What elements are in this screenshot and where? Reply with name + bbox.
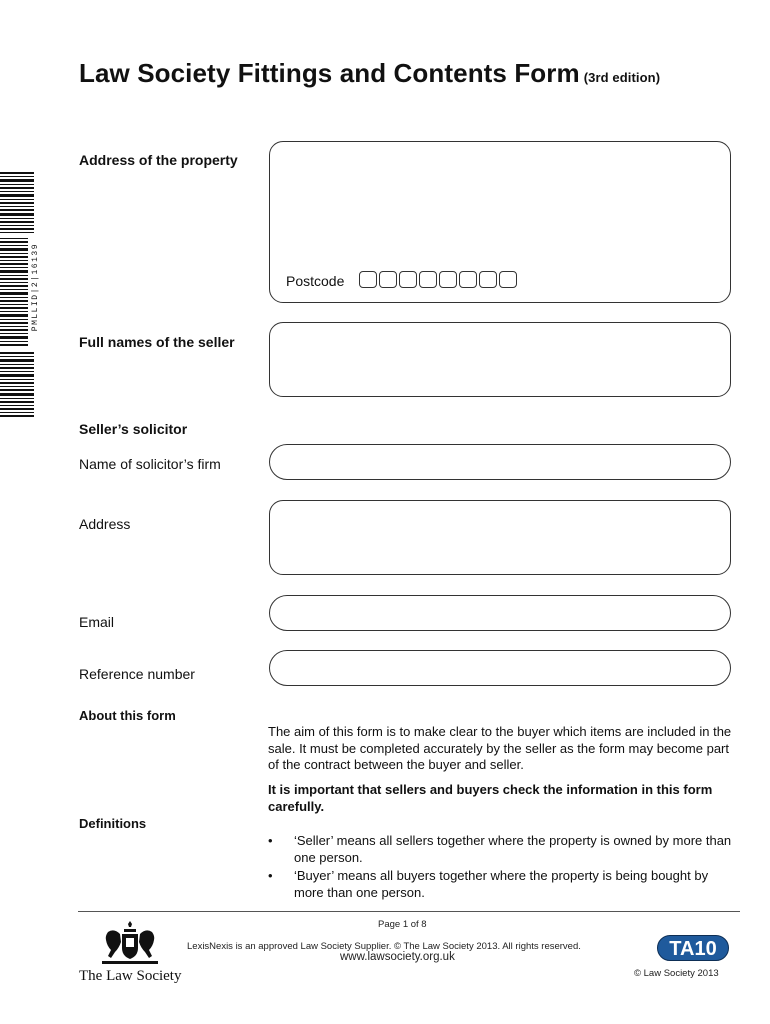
definition-item-seller: • ‘Seller’ means all sellers together where the property is owned by more than one person. (268, 833, 734, 866)
page-title (79, 58, 660, 89)
definitions-heading: Definitions (79, 816, 147, 831)
footer-divider (78, 911, 740, 912)
postcode-cell[interactable] (439, 271, 457, 288)
seller-names-label: Full names of the seller (79, 334, 235, 350)
postcode-cell[interactable] (379, 271, 397, 288)
law-society-logo-text: The Law Society (79, 968, 182, 984)
form-code-badge: TA10 (657, 935, 729, 961)
page-number: Page 1 of 8 (378, 919, 427, 930)
definitions-list (268, 833, 734, 903)
definition-item-buyer: • ‘Buyer’ means all buyers together where the property is being bought by more than one person. (268, 868, 734, 901)
barcode-code: PMLLID|2|16139 (31, 243, 40, 332)
edition-label: (3rd edition) (583, 70, 661, 85)
law-society-crest-icon (100, 920, 160, 966)
postcode-cell[interactable] (419, 271, 437, 288)
supplier-note: LexisNexis is an approved Law Society Supplier. © The Law Society 2013. All rights reserved. (187, 941, 581, 952)
solicitor-section-label: Seller’s solicitor (79, 421, 188, 437)
reference-number-field[interactable] (269, 650, 731, 686)
postcode-cell[interactable] (479, 271, 497, 288)
postcode-cell[interactable] (359, 271, 377, 288)
postcode-cell[interactable] (399, 271, 417, 288)
website-url[interactable]: www.lawsociety.org.uk (340, 951, 455, 963)
reference-number-label: Reference number (79, 666, 195, 682)
property-address-field[interactable] (269, 141, 731, 303)
copyright-note: © Law Society 2013 (634, 968, 719, 979)
about-paragraph: The aim of this form is to make clear to the buyer which items are included in the sale. It must be completed accurately by the seller as the form may become part of the contract between the buyer and seller. (268, 724, 732, 772)
about-important-note: It is important that sellers and buyers check the information in this form carefully. (268, 782, 713, 814)
postcode-cells (359, 271, 517, 288)
solicitor-email-label: Email (79, 614, 115, 630)
solicitor-email-field[interactable] (269, 595, 731, 631)
postcode-cell[interactable] (499, 271, 517, 288)
postcode-label: Postcode (286, 273, 345, 289)
solicitor-firm-label: Name of solicitor’s firm (79, 456, 221, 472)
solicitor-address-field[interactable] (269, 500, 731, 575)
seller-names-field[interactable] (269, 322, 731, 397)
about-heading: About this form (79, 708, 176, 723)
title-text: Law Society Fittings and Contents Form (79, 58, 580, 88)
property-address-label: Address of the property (79, 152, 238, 168)
solicitor-address-label: Address (79, 516, 131, 532)
postcode-cell[interactable] (459, 271, 477, 288)
barcode (0, 172, 34, 418)
solicitor-firm-field[interactable] (269, 444, 731, 480)
